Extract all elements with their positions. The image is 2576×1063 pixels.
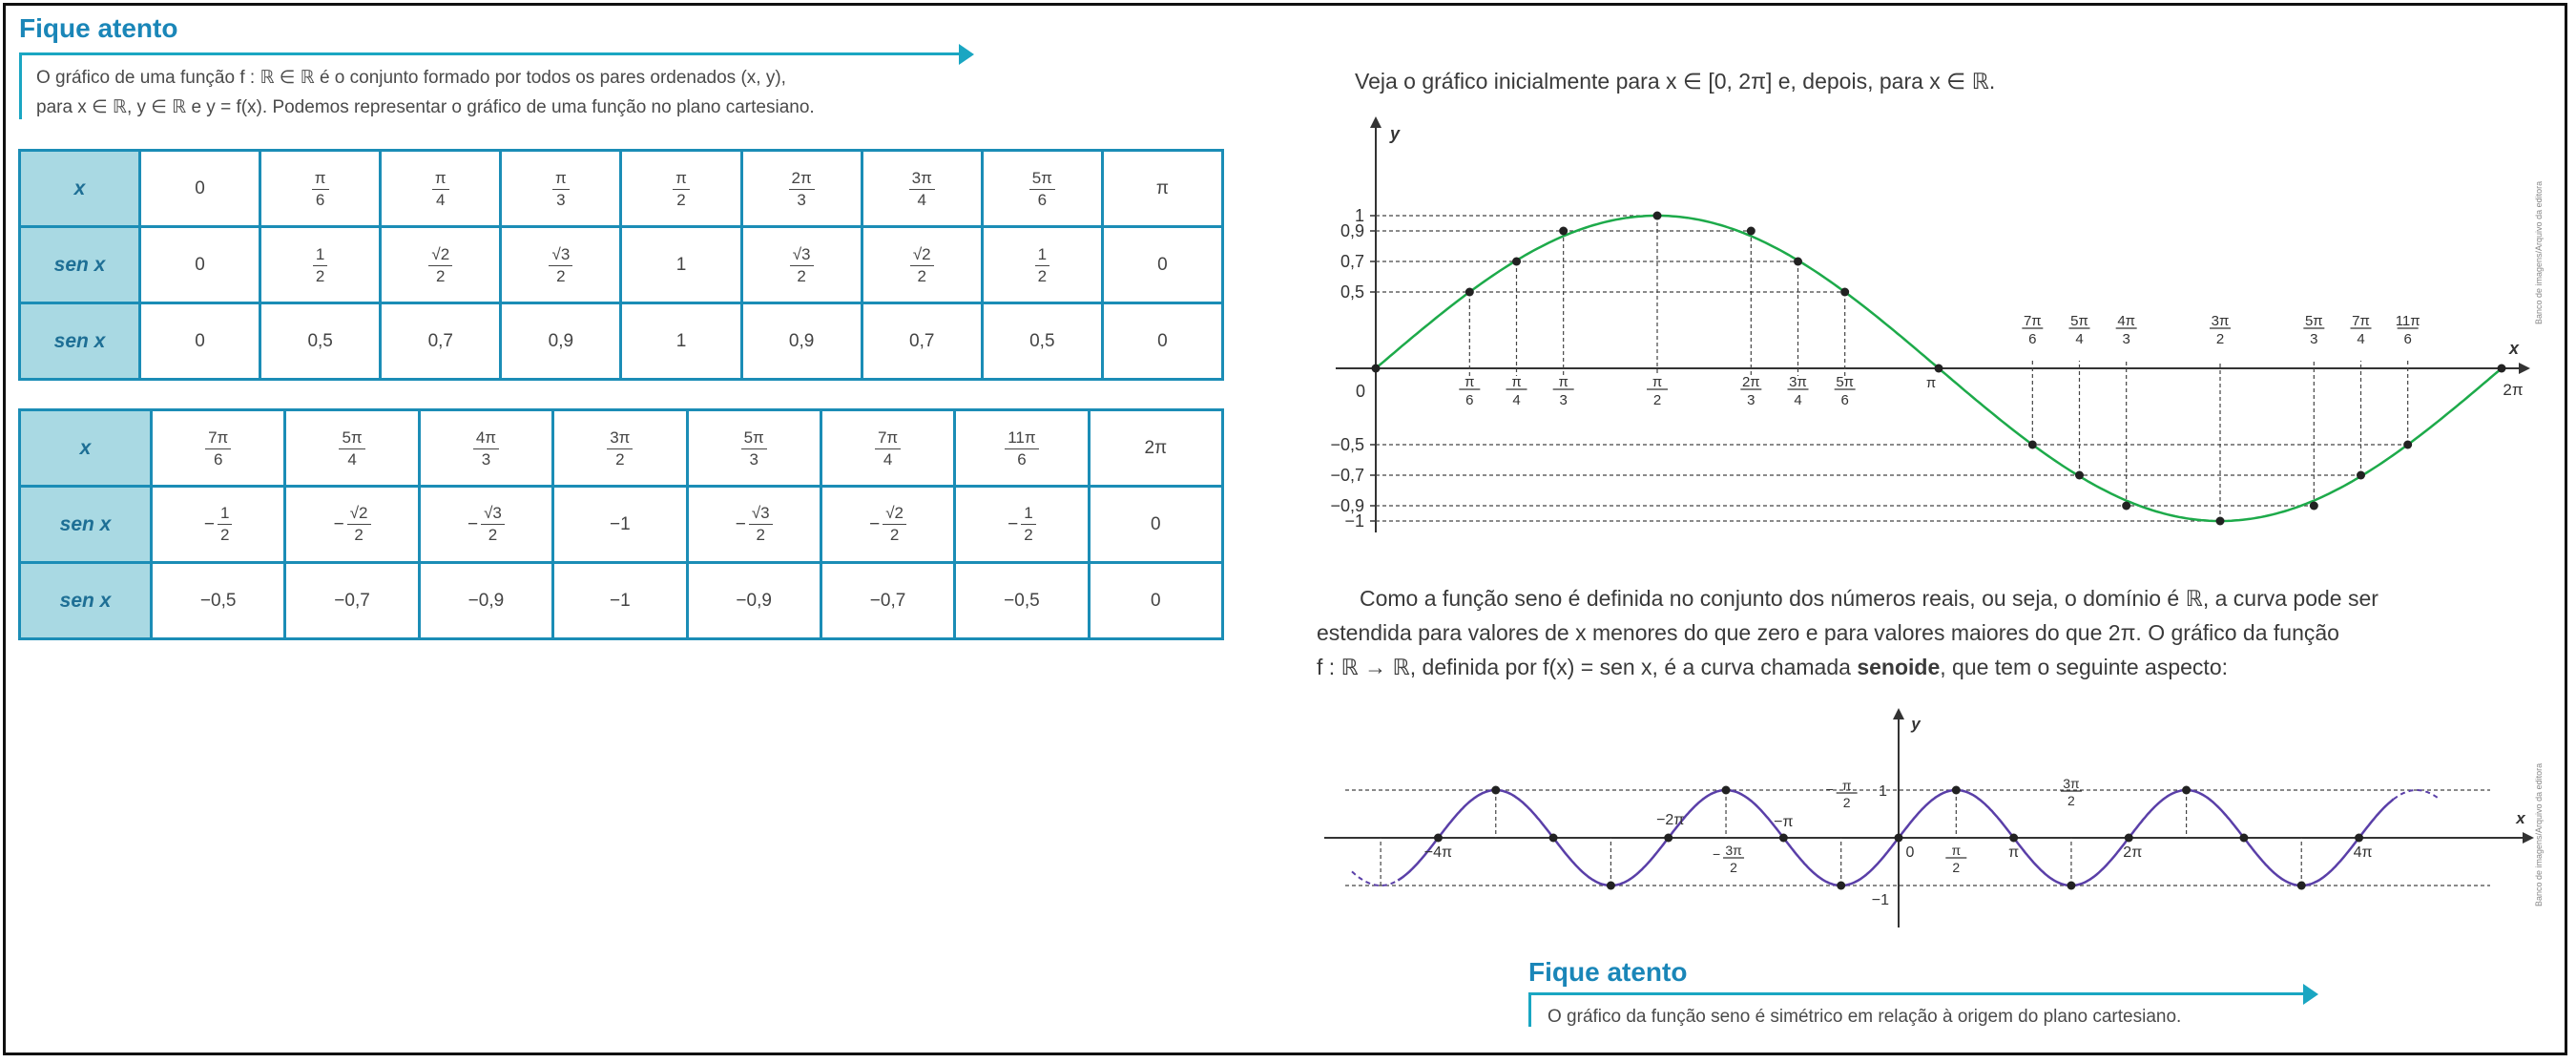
x-tick-label-pi: π (1925, 375, 1937, 391)
data-point (2122, 502, 2130, 511)
table-cell: 0,7 (381, 303, 501, 380)
paragraph-line-3-end: , que tem o seguinte aspecto: (1940, 655, 2229, 679)
table-cell: −1 (553, 563, 687, 639)
table-cell: $\frac{5\pi}{6}$ (982, 151, 1102, 227)
table-cell: − $\frac{√2}{2}$ (285, 487, 419, 563)
svg-text:2: 2 (1652, 392, 1662, 408)
table-cell: $\frac{√3}{2}$ (501, 227, 621, 303)
x-tick-label (1459, 374, 1480, 408)
x-tick-label (2210, 313, 2231, 347)
svg-text:3: 3 (1747, 392, 1755, 408)
svg-text:4: 4 (2075, 331, 2084, 347)
y-tick-label: 0,9 (1340, 221, 1364, 240)
paragraph-line-1: Como a função seno é definida no conjunto dos números reais, ou seja, o domínio é ℝ, a curva pode ser (1360, 586, 2379, 611)
svg-text:π: π (1951, 843, 1962, 858)
svg-text:6: 6 (1840, 392, 1849, 408)
x-tick-label (1788, 374, 1809, 408)
table-cell: π (1102, 151, 1222, 227)
y-axis-label: y (1911, 715, 1921, 733)
svg-text:2: 2 (1952, 860, 1961, 875)
x-tick-label-2pi: 2π (2503, 381, 2524, 399)
table-cell: −0,5 (955, 563, 1089, 639)
callout-bar (19, 52, 968, 55)
row-header-sen-x: sen x (20, 303, 140, 380)
x-tick-label (2069, 313, 2090, 347)
data-point (1779, 834, 1788, 843)
table-cell: $\frac{\pi}{2}$ (621, 151, 741, 227)
svg-text:2: 2 (1730, 860, 1737, 875)
svg-text:4π: 4π (2117, 313, 2136, 329)
x-tick-label: 4π (2353, 844, 2373, 861)
paragraph-line-3 (1317, 650, 2528, 684)
table-cell: 0 (1102, 227, 1222, 303)
data-point (2067, 882, 2075, 890)
table-cell: − $\frac{1}{2}$ (152, 487, 285, 563)
x-tick-label: −4π (1423, 844, 1453, 861)
x-tick-label (1553, 374, 1574, 408)
image-credit: Banco de imagens/Arquivo da editora (2534, 180, 2544, 324)
svg-text:7π: 7π (2023, 313, 2042, 329)
table-cell: $\frac{\pi}{6}$ (260, 151, 381, 227)
x-tick-label (2396, 313, 2420, 347)
data-point (1794, 258, 1802, 266)
table-cell: $\frac{3\pi}{2}$ (553, 410, 687, 487)
svg-text:−: − (1712, 846, 1721, 862)
bottom-callout-side-bar (1528, 992, 1531, 1027)
table-row-x (20, 410, 1223, 487)
table-cell: −0,7 (285, 563, 419, 639)
intro-text: Veja o gráfico inicialmente para x ∈ [0, 2π] e, depois, para x ∈ ℝ. (1355, 69, 1996, 94)
row-header-x: x (20, 410, 152, 487)
data-point (2075, 471, 2084, 480)
curve-extension-right (2394, 790, 2440, 800)
data-point (2216, 517, 2225, 526)
svg-text:6: 6 (2028, 331, 2037, 347)
table-row-sen-exact (20, 227, 1223, 303)
data-point (2028, 441, 2037, 449)
x-tick-label (2022, 313, 2043, 347)
svg-text:4: 4 (1794, 392, 1802, 408)
data-point (1935, 365, 1943, 373)
table-cell: $\frac{√2}{2}$ (862, 227, 982, 303)
table-cell: $\frac{√2}{2}$ (381, 227, 501, 303)
svg-text:5π: 5π (2070, 313, 2088, 329)
svg-text:2: 2 (2067, 793, 2075, 808)
x-tick-label (1740, 374, 1761, 408)
table-cell: − $\frac{√2}{2}$ (821, 487, 954, 563)
data-point (2310, 502, 2318, 511)
data-point (1653, 212, 1662, 220)
table-cell: $\frac{5\pi}{3}$ (687, 410, 821, 487)
table-cell: $\frac{3\pi}{4}$ (862, 151, 982, 227)
x-tick-label (2061, 776, 2082, 808)
sine-graph-0-to-2pi (1307, 113, 2538, 552)
table-cell: 0 (1102, 303, 1222, 380)
y-tick-label: 1 (1879, 783, 1887, 800)
data-point (2239, 834, 2248, 843)
y-tick-label: 0,5 (1340, 282, 1364, 302)
values-table-first-half (18, 149, 1224, 381)
data-point (1549, 834, 1558, 843)
data-point (1840, 288, 1849, 297)
table-cell: $\frac{\pi}{3}$ (501, 151, 621, 227)
data-point (1512, 258, 1521, 266)
x-tick-label (1945, 843, 1966, 875)
y-axis-arrow-icon (1893, 708, 1904, 719)
svg-text:5π: 5π (1836, 374, 1855, 390)
data-point (2297, 882, 2306, 890)
callout-arrow-icon (959, 44, 974, 65)
table-cell: −0,9 (419, 563, 552, 639)
table-row-sen-decimal (20, 303, 1223, 380)
table-cell: −0,7 (821, 563, 954, 639)
callout-text-line-2: para x ∈ ℝ, y ∈ ℝ e y = f(x). Podemos representar o gráfico de uma função no plano cartesiano. (36, 97, 815, 117)
table-row-x (20, 151, 1223, 227)
values-table-second-half (18, 408, 1224, 640)
table-cell: 0 (140, 227, 260, 303)
y-tick-label: −0,7 (1330, 466, 1364, 485)
data-point (2009, 834, 2018, 843)
x-tick-label (1713, 843, 1744, 875)
data-point (1465, 288, 1474, 297)
x-tick-label: −2π (1656, 812, 1685, 828)
table-cell: 0 (140, 303, 260, 380)
table-cell: 0,7 (862, 303, 982, 380)
svg-text:3: 3 (1559, 392, 1568, 408)
bottom-callout-title: Fique atento (1528, 957, 1688, 987)
svg-text:3π: 3π (2063, 776, 2080, 791)
table-cell: $\frac{11\pi}{6}$ (955, 410, 1089, 487)
x-tick-label (1647, 374, 1668, 408)
data-point (1837, 882, 1845, 890)
data-point (2182, 786, 2191, 795)
data-point (2403, 441, 2412, 449)
x-axis-label: x (2516, 809, 2525, 827)
senoide-graph (1317, 706, 2538, 935)
svg-text:4: 4 (2357, 331, 2365, 347)
y-tick-label: 1 (1354, 206, 1364, 225)
x-tick-label: 2π (2123, 844, 2143, 861)
callout-text (36, 63, 815, 122)
table-cell: 0 (1089, 487, 1222, 563)
table-row-sen-decimal (20, 563, 1223, 639)
data-point (1434, 834, 1443, 843)
svg-text:3π: 3π (2211, 313, 2230, 329)
origin-label: 0 (1905, 844, 1915, 861)
callout-arrow-icon (2303, 984, 2318, 1005)
table-cell: 1 (621, 303, 741, 380)
callout-side-bar (19, 52, 22, 119)
table-cell: − $\frac{√3}{2}$ (687, 487, 821, 563)
table-cell: 0,5 (260, 303, 381, 380)
table-cell: 0,5 (982, 303, 1102, 380)
svg-text:6: 6 (1465, 392, 1474, 408)
table-cell: −0,5 (152, 563, 285, 639)
data-point (2125, 834, 2133, 843)
table-cell: 2π (1089, 410, 1222, 487)
x-tick-label (2303, 313, 2324, 347)
y-axis-arrow-icon (1370, 116, 1381, 128)
x-tick-label (1826, 778, 1858, 810)
svg-text:π: π (1558, 374, 1568, 390)
x-axis-arrow-icon (2523, 832, 2534, 844)
svg-text:11π: 11π (2395, 313, 2420, 329)
table-cell: 1 (621, 227, 741, 303)
x-axis-label: x (2508, 339, 2520, 358)
table-cell: $\frac{1}{2}$ (982, 227, 1102, 303)
y-tick-label: −0,9 (1330, 496, 1364, 515)
table-cell: $\frac{7\pi}{6}$ (152, 410, 285, 487)
svg-text:2: 2 (2215, 331, 2225, 347)
row-header-x: x (20, 151, 140, 227)
senoide-paragraph (1317, 581, 2528, 684)
table-cell: $\frac{7\pi}{4}$ (821, 410, 954, 487)
svg-text:−: − (1825, 782, 1834, 797)
x-tick-label (1835, 374, 1856, 408)
row-header-sen-x: sen x (20, 563, 152, 639)
x-tick-label: −π (1774, 814, 1794, 830)
table-cell: $\frac{5\pi}{4}$ (285, 410, 419, 487)
origin-label: 0 (1355, 382, 1366, 401)
x-tick-label (2116, 313, 2137, 347)
image-credit: Banco de imagens/Arquivo da editora (2534, 762, 2544, 907)
senoide-term: senoide (1857, 655, 1941, 679)
paragraph-line-2: estendida para valores de x menores do que zero e para valores maiores do que 2π. O gráfico da função (1317, 620, 2339, 645)
svg-text:π: π (1841, 778, 1852, 793)
svg-text:3: 3 (2122, 331, 2130, 347)
data-point (1747, 227, 1755, 236)
svg-text:3π: 3π (1789, 374, 1807, 390)
table-row-sen-exact (20, 487, 1223, 563)
data-point (1607, 882, 1615, 890)
row-header-sen-x: sen x (20, 227, 140, 303)
table-cell: 0 (1089, 563, 1222, 639)
table-cell: 0,9 (501, 303, 621, 380)
y-tick-label: −1 (1871, 892, 1889, 908)
table-cell: − $\frac{1}{2}$ (955, 487, 1089, 563)
table-cell: 0 (140, 151, 260, 227)
row-header-sen-x: sen x (20, 487, 152, 563)
data-point (1559, 227, 1568, 236)
bottom-callout-text: O gráfico da função seno é simétrico em relação à origem do plano cartesiano. (1548, 1007, 2182, 1027)
data-point (1372, 365, 1381, 373)
data-point (1895, 834, 1903, 843)
callout-title: Fique atento (19, 13, 178, 43)
table-cell: −0,9 (687, 563, 821, 639)
table-cell: $\frac{√3}{2}$ (741, 227, 862, 303)
x-tick-label: π (2008, 844, 2020, 861)
table-cell: $\frac{1}{2}$ (260, 227, 381, 303)
data-point (1491, 786, 1500, 795)
paragraph-line-3-start: f : ℝ → ℝ, definida por f(x) = sen x, é a curva chamada (1317, 655, 1858, 679)
data-point (1664, 834, 1672, 843)
table-cell: − $\frac{√3}{2}$ (419, 487, 552, 563)
table-cell: 0,9 (741, 303, 862, 380)
x-axis-arrow-icon (2519, 363, 2530, 374)
table-cell: $\frac{\pi}{4}$ (381, 151, 501, 227)
svg-text:π: π (1652, 374, 1663, 390)
svg-text:π: π (1511, 374, 1522, 390)
svg-text:3π: 3π (1725, 843, 1742, 858)
table-cell: $\frac{4\pi}{3}$ (419, 410, 552, 487)
svg-text:6: 6 (2403, 331, 2412, 347)
x-tick-label (1506, 374, 1527, 408)
svg-text:2π: 2π (1741, 374, 1760, 390)
y-tick-label: −0,5 (1330, 435, 1364, 454)
svg-text:5π: 5π (2304, 313, 2323, 329)
svg-text:π: π (1465, 374, 1475, 390)
x-tick-label (2351, 313, 2372, 347)
svg-text:7π: 7π (2352, 313, 2370, 329)
y-axis-label: y (1389, 124, 1401, 143)
data-point (2355, 834, 2363, 843)
y-tick-label: −1 (1344, 511, 1364, 531)
table-cell: $\frac{2\pi}{3}$ (741, 151, 862, 227)
table-cell: −1 (553, 487, 687, 563)
svg-text:3: 3 (2310, 331, 2318, 347)
curve-extension-left (1352, 871, 1398, 886)
y-tick-label: 0,7 (1340, 252, 1364, 271)
callout-text-line-1: O gráfico de uma função f : ℝ ∈ ℝ é o conjunto formado por todos os pares ordenados (x, y), (36, 68, 786, 88)
data-point (1722, 786, 1731, 795)
data-point (2498, 365, 2506, 373)
svg-text:2: 2 (1842, 795, 1851, 810)
svg-text:4: 4 (1512, 392, 1521, 408)
data-point (1952, 786, 1961, 795)
data-point (2357, 471, 2365, 480)
bottom-callout-bar (1528, 992, 2311, 995)
